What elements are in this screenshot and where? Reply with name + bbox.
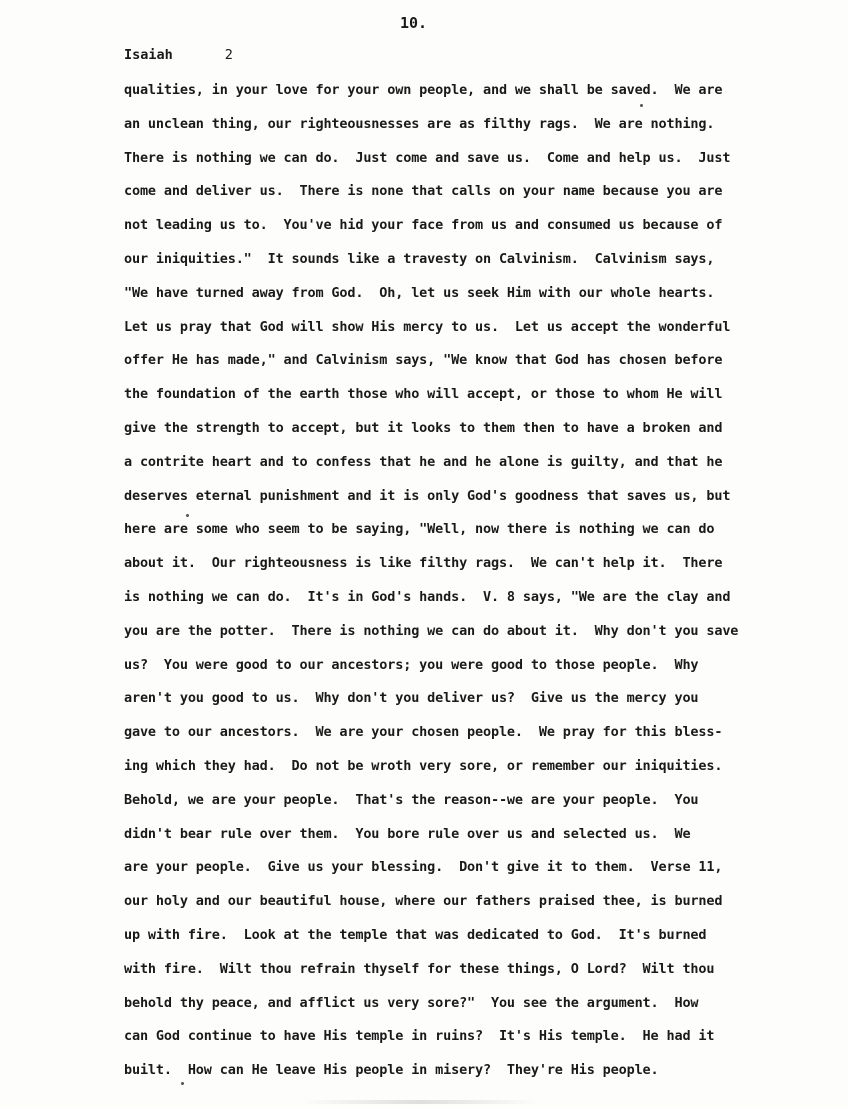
- text-line: you are the potter. There is nothing we can do about it. Why don't you save: [124, 622, 739, 639]
- text-line: come and deliver us. There is none that calls on your name because you are: [124, 183, 723, 200]
- scan-speck: [640, 104, 643, 107]
- body-text: [124, 80, 784, 1094]
- text-line: behold thy peace, and afflict us very sore?" You see the argument. How: [124, 994, 699, 1011]
- text-line: give the strength to accept, but it looks to them then to have a broken and: [124, 419, 723, 436]
- text-line: Behold, we are your people. That's the reason--we are your people. You: [124, 791, 699, 808]
- text-line: an unclean thing, our righteousnesses are as filthy rags. We are nothing.: [124, 115, 715, 132]
- text-line: is nothing we can do. It's in God's hands. V. 8 says, "We are the clay and: [124, 588, 731, 605]
- text-line: didn't bear rule over them. You bore rule over us and selected us. We: [124, 825, 691, 842]
- running-header: [124, 47, 233, 63]
- text-line: with fire. Wilt thou refrain thyself for these things, O Lord? Wilt thou: [124, 960, 715, 977]
- text-line: about it. Our righteousness is like filthy rags. We can't help it. There: [124, 555, 723, 572]
- text-line: our iniquities." It sounds like a travesty on Calvinism. Calvinism says,: [124, 250, 715, 267]
- text-line: deserves eternal punishment and it is only God's goodness that saves us, but: [124, 487, 731, 504]
- text-line: a contrite heart and to confess that he and he alone is guilty, and that he: [124, 453, 723, 470]
- text-line: built. How can He leave His people in misery? They're His people.: [124, 1062, 659, 1079]
- text-line: There is nothing we can do. Just come and save us. Come and help us. Just: [124, 149, 731, 166]
- text-line: aren't you good to us. Why don't you deliver us? Give us the mercy you: [124, 690, 699, 707]
- text-line: our holy and our beautiful house, where our fathers praised thee, is burned: [124, 893, 723, 910]
- scan-smudge: [300, 1100, 540, 1104]
- chapter-number: 2: [224, 47, 233, 63]
- book-title: Isaiah: [124, 47, 173, 63]
- text-line: not leading us to. You've hid your face from us and consumed us because of: [124, 217, 723, 234]
- page-number: 10.: [400, 14, 428, 32]
- text-line: the foundation of the earth those who will accept, or those to whom He will: [124, 386, 723, 403]
- text-line: here are some who seem to be saying, "Well, now there is nothing we can do: [124, 521, 715, 538]
- text-line: gave to our ancestors. We are your chosen people. We pray for this bless-: [124, 724, 723, 741]
- text-line: offer He has made," and Calvinism says, "We know that God has chosen before: [124, 352, 723, 369]
- text-line: qualities, in your love for your own people, and we shall be saved. We are: [124, 82, 723, 98]
- text-line: can God continue to have His temple in ruins? It's His temple. He had it: [124, 1028, 715, 1045]
- text-line: Let us pray that God will show His mercy to us. Let us accept the wonderful: [124, 318, 731, 335]
- text-line: are your people. Give us your blessing. Don't give it to them. Verse 11,: [124, 859, 723, 876]
- text-line: ing which they had. Do not be wroth very sore, or remember our iniquities.: [124, 757, 723, 774]
- scan-speck: [186, 514, 189, 517]
- scan-speck: [181, 1082, 184, 1085]
- text-line: up with fire. Look at the temple that was dedicated to God. It's burned: [124, 926, 707, 943]
- text-line: us? You were good to our ancestors; you were good to those people. Why: [124, 656, 699, 673]
- text-line: "We have turned away from God. Oh, let us seek Him with our whole hearts.: [124, 284, 715, 301]
